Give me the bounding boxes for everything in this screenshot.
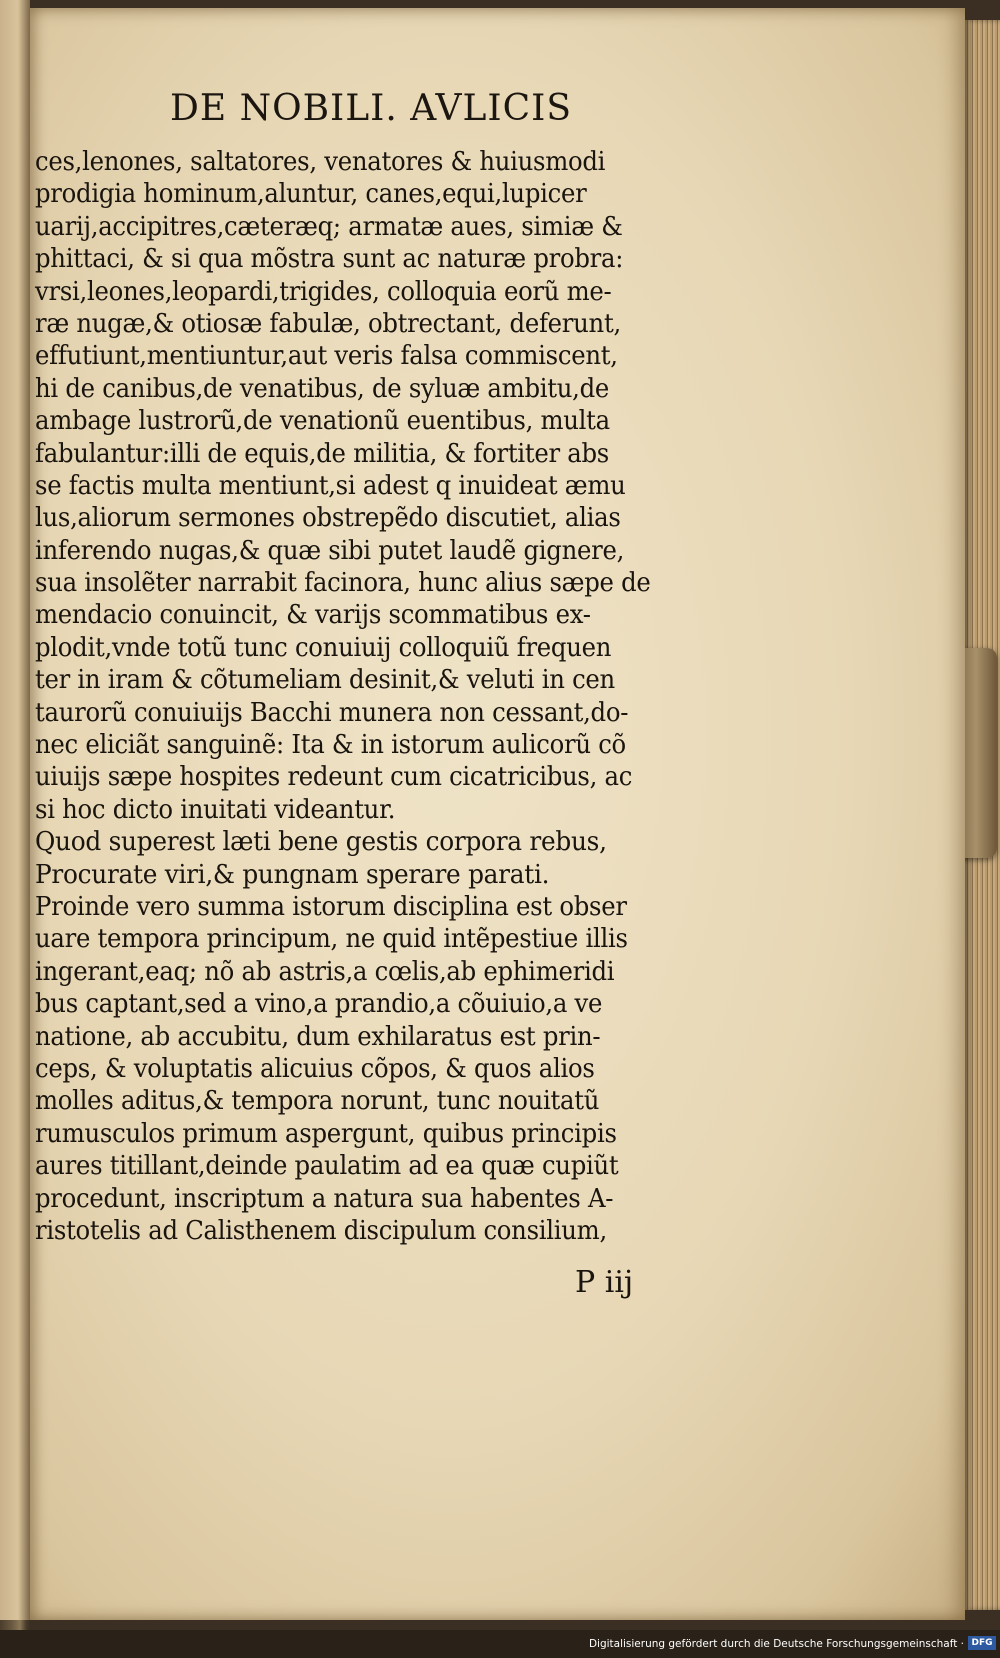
text-line: phittaci, & si qua mõstra sunt ac naturæ probra: — [35, 244, 624, 275]
text-line: molles aditus,& tempora norunt, tunc nouitatũ — [35, 1086, 600, 1117]
signature-mark: P iij — [575, 1265, 634, 1300]
text-line: prodigia hominum,aluntur, canes,equi,lupicer — [35, 179, 587, 210]
text-line: uare tempora principum, ne quid intẽpestiue illis — [35, 924, 628, 955]
text-line: se factis multa mentiunt,si adest q inuideat æmu — [35, 470, 626, 501]
text-line: ingerant,eaq; nõ ab astris,a cœlis,ab ephimeridi — [35, 956, 615, 987]
body-text — [35, 146, 735, 1247]
text-line: hi de canibus,de venatibus, de syluæ ambitu,de — [35, 373, 610, 404]
text-line: plodit,vnde totũ tunc conuiuij colloquiũ frequen — [35, 632, 612, 663]
text-line: mendacio conuincit, & varijs scommatibus ex- — [35, 600, 591, 631]
text-line: bus captant,sed a vino,a prandio,a cõuiuio,a ve — [35, 989, 603, 1020]
text-line: ter in iram & cõtumeliam desinit,& veluti in cen — [35, 665, 615, 696]
text-line: fabulantur:illi de equis,de militia, & fortiter abs — [35, 438, 610, 469]
text-line: procedunt, inscriptum a natura sua habentes A- — [35, 1183, 614, 1214]
text-line: ræ nugæ,& otiosæ fabulæ, obtrectant, deferunt, — [35, 308, 621, 339]
dfg-logo: DFG — [968, 1636, 996, 1650]
text-line: vrsi,leones,leopardi,trigides, colloquia eorũ me- — [35, 276, 612, 307]
verse-line: Procurate viri,& pungnam sperare parati. — [35, 858, 550, 890]
text-line: aures titillant,deinde paulatim ad ea quæ cupiũt — [35, 1151, 619, 1182]
text-line: ambage lustrorũ,de venationũ euentibus, multa — [35, 406, 610, 437]
text-line: lus,aliorum sermones obstrepẽdo discutiet, alias — [35, 503, 621, 534]
text-line: ristotelis ad Calisthenem discipulum consilium, — [35, 1215, 607, 1246]
text-line: uiuijs sæpe hospites redeunt cum cicatricibus, ac — [35, 762, 633, 793]
running-header: DE NOBILI. AVLICIS — [170, 88, 573, 129]
text-line: rumusculos primum aspergunt, quibus principis — [35, 1118, 617, 1149]
text-line: ces,lenones, saltatores, venatores & huiusmodi — [35, 147, 606, 177]
text-line: Proinde vero summa istorum disciplina est obser — [35, 891, 627, 922]
text-line: effutiunt,mentiuntur,aut veris falsa commiscent, — [35, 341, 618, 372]
text-line: taurorũ conuiuijs Bacchi munera non cessant,do- — [35, 697, 629, 728]
text-line: si hoc dicto inuitati videantur. — [35, 794, 396, 825]
text-line: sua insolẽter narrabit facinora, hunc alius sæpe de — [35, 568, 651, 599]
text-line: ceps, & voluptatis alicuius cõpos, & quos alios — [35, 1053, 595, 1084]
text-line: inferendo nugas,& quæ sibi putet laudẽ gignere, — [35, 535, 625, 566]
text-line: natione, ab accubitu, dum exhilaratus est prin- — [35, 1021, 601, 1052]
text-line: uarij,accipitres,cæteræq; armatæ aues, simiæ & — [35, 211, 623, 242]
verse-line: Quod superest læti bene gestis corpora rebus, — [35, 826, 607, 858]
text-line: nec eliciãt sanguinẽ: Ita & in istorum aulicorũ cõ — [35, 730, 626, 761]
footer-credit: Digitalisierung gefördert durch die Deutsche Forschungsgemeinschaft · — [588, 1638, 964, 1650]
previous-page-edge — [0, 0, 30, 1620]
